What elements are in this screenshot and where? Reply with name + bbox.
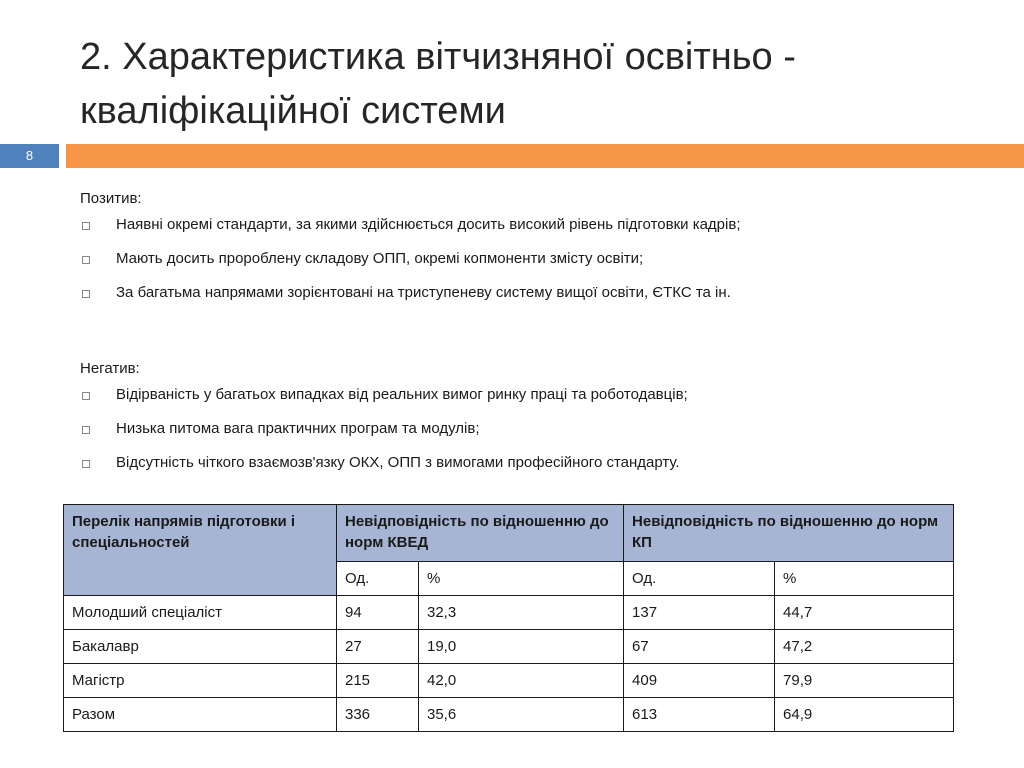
row-name: Бакалавр (64, 630, 337, 664)
positive-heading: Позитив: (80, 190, 142, 207)
mismatch-table (63, 504, 954, 732)
accent-bar (66, 144, 1024, 168)
square-bullet-icon (82, 222, 90, 230)
cell-kved-percent: 32,3 (419, 596, 624, 630)
slide-number: 8 (25, 148, 34, 163)
cell-kved-units: 336 (337, 698, 419, 732)
negative-heading: Негатив: (80, 360, 140, 377)
cell-kp-units: 137 (624, 596, 775, 630)
cell-kved-units: 94 (337, 596, 419, 630)
subheader-percent: % (419, 562, 624, 596)
cell-kp-percent: 44,7 (775, 596, 954, 630)
square-bullet-icon (82, 290, 90, 298)
square-bullet-icon (82, 426, 90, 434)
slide-title-line-2: кваліфікаційної системи (80, 90, 506, 132)
table-row (64, 664, 954, 698)
subheader-units: Од. (337, 562, 419, 596)
list-item: Наявні окремі стандарти, за якими здійснюється досить високий рівень підготовки кадрів; (80, 212, 980, 246)
header-directions: Перелік напрямів підготовки і спеціальностей (64, 505, 337, 596)
subheader-units: Од. (624, 562, 775, 596)
cell-kp-percent: 47,2 (775, 630, 954, 664)
row-name: Разом (64, 698, 337, 732)
list-item: Відірваність у багатьох випадках від реальних вимог ринку праці та роботодавців; (80, 382, 980, 416)
cell-kved-units: 27 (337, 630, 419, 664)
cell-kp-percent: 64,9 (775, 698, 954, 732)
list-item: Низька питома вага практичних програм та модулів; (80, 416, 980, 450)
cell-kved-percent: 42,0 (419, 664, 624, 698)
cell-kp-percent: 79,9 (775, 664, 954, 698)
table-row (64, 596, 954, 630)
cell-kp-units: 67 (624, 630, 775, 664)
list-item: Відсутність чіткого взаємозв'язку ОКХ, ОПП з вимогами професійного стандарту. (80, 450, 980, 484)
square-bullet-icon (82, 256, 90, 264)
cell-kp-units: 613 (624, 698, 775, 732)
slide-title (80, 30, 980, 138)
row-name: Молодший спеціаліст (64, 596, 337, 630)
square-bullet-icon (82, 460, 90, 468)
cell-kp-units: 409 (624, 664, 775, 698)
cell-kved-units: 215 (337, 664, 419, 698)
table-row (64, 698, 954, 732)
cell-kved-percent: 35,6 (419, 698, 624, 732)
table-row (64, 630, 954, 664)
slide-number-bar (0, 144, 59, 168)
square-bullet-icon (82, 392, 90, 400)
subheader-percent: % (775, 562, 954, 596)
header-kved: Невідповідність по відношенню до норм КВЕД (337, 505, 624, 562)
list-item: За багатьма напрямами зорієнтовані на триступеневу систему вищої освіти, ЄТКС та ін. (80, 280, 980, 314)
list-item: Мають досить пророблену складову ОПП, окремі копмоненти змісту освіти; (80, 246, 980, 280)
header-kp: Невідповідність по відношенню до норм КП (624, 505, 954, 562)
content-area (80, 186, 980, 484)
row-name: Магістр (64, 664, 337, 698)
slide-title-line-1: 2. Характеристика вітчизняної освітньо - (80, 36, 796, 78)
cell-kved-percent: 19,0 (419, 630, 624, 664)
